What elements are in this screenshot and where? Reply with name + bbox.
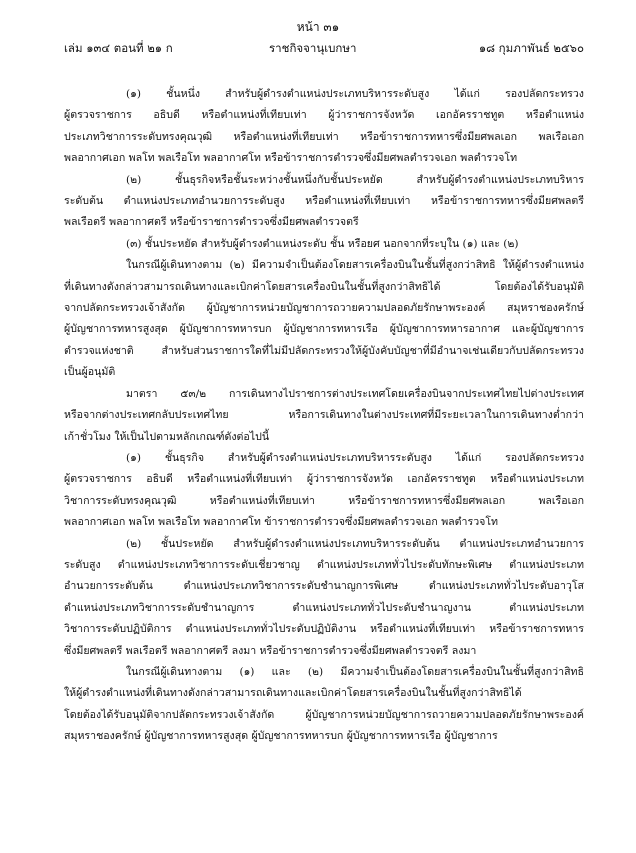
text-line: ผู้ตรวจราชการ อธิบดี หรือตำแหน่งที่เทียบเท่า ผู้ว่าราชการจังหวัด เอกอัครราชทูต หรือตำแหน่ง xyxy=(64,109,584,122)
paragraph xyxy=(64,234,584,255)
text-line: เก้าชั่วโมง ให้เป็นไปตามหลักเกณฑ์ดังต่อไปนี้ xyxy=(64,430,270,443)
text-line: พลเรือตรี พลอากาศตรี หรือข้าราชการตำรวจซึ่งมียศพลตำรวจตรี xyxy=(64,216,359,229)
document-body xyxy=(64,84,584,748)
publication-date: ๑๘ กุมภาพันธ์ ๒๕๖๐ xyxy=(478,41,584,55)
text-line: อำนวยการระดับต้น ตำแหน่งประเภทวิชาการระดับชำนาญการพิเศษ ตำแหน่งประเภททั่วไประดับอาวุโส xyxy=(64,580,584,593)
text-line: ในกรณีผู้เดินทางตาม (๑) และ (๒) มีความจำเป็นต้องโดยสารเครื่องบินในชั้นที่สูงกว่าสิทธิ xyxy=(126,665,584,678)
paragraph xyxy=(64,84,584,170)
text-line: โดยต้องได้รับอนุมัติจากปลัดกระทรวงเจ้าสังกัด ผู้บัญชาการหน่วยบัญชาการถวายความปลอดภัยรักษาพระองค์ xyxy=(64,708,584,721)
paragraph xyxy=(64,448,584,534)
text-line: ระดับต้น ตำแหน่งประเภทอำนวยการระดับสูง หรือตำแหน่งที่เทียบเท่า หรือข้าราชการทหารซึ่งมียศพลตรี xyxy=(64,195,584,208)
publication-name: ราชกิจจานุเบกษา xyxy=(269,41,357,55)
paragraph xyxy=(64,170,584,234)
page-number: หน้า ๓๑ xyxy=(296,20,340,34)
text-line: พลอากาศเอก พลโท พลเรือโท พลอากาศโท ข้าราชการตำรวจซึ่งมียศพลตำรวจเอก พลตำรวจโท xyxy=(64,516,499,529)
paragraph xyxy=(64,384,584,448)
text-line: (๓) ชั้นประหยัด สำหรับผู้ดำรงตำแหน่งระดับ ชั้น หรือยศ นอกจากที่ระบุใน (๑) และ (๒) xyxy=(126,237,519,250)
text-line: ผู้ตรวจราชการ อธิบดี หรือตำแหน่งที่เทียบเท่า ผู้ว่าราชการจังหวัด เอกอัครราชทูต หรือตำแหน่งประเภท xyxy=(64,473,584,486)
paragraph xyxy=(64,534,584,662)
text-line: (๒) ชั้นประหยัด สำหรับผู้ดำรงตำแหน่งประเภทบริหารระดับต้น ตำแหน่งประเภทอำนวยการ xyxy=(126,537,584,550)
text-line: พลอากาศเอก พลโท พลเรือโท พลอากาศโท หรือข้าราชการตำรวจซึ่งมียศพลตำรวจเอก พลตำรวจโท xyxy=(64,152,518,165)
text-line: ซึ่งมียศพลตรี พลเรือตรี พลอากาศตรี ลงมา หรือข้าราชการตำรวจซึ่งมียศพลตำรวจตรี ลงมา xyxy=(64,644,477,657)
text-line: จากปลัดกระทรวงเจ้าสังกัด ผู้บัญชาการหน่วยบัญชาการถวายความปลอดภัยรักษาพระองค์ สมุหราชองครักษ์ xyxy=(64,302,584,315)
text-line: วิชาการระดับปฏิบัติการ ตำแหน่งประเภททั่วไประดับปฏิบัติงาน หรือตำแหน่งที่เทียบเท่า หรือข้าราชการทหาร xyxy=(64,623,584,636)
text-line: มาตรา ๕๓/๒ การเดินทางไปราชการต่างประเทศโดยเครื่องบินจากประเทศไทยไปต่างประเทศ xyxy=(126,387,584,400)
text-line: ในกรณีผู้เดินทางตาม (๒) มีความจำเป็นต้องโดยสารเครื่องบินในชั้นที่สูงกว่าสิทธิ ให้ผู้ดำรงตำแหน่ง xyxy=(126,259,584,272)
text-line: ระดับสูง ตำแหน่งประเภทวิชาการระดับเชี่ยวชาญ ตำแหน่งประเภททั่วไประดับทักษะพิเศษ ตำแหน่งประเภท xyxy=(64,558,584,571)
paragraph xyxy=(64,662,584,748)
text-line: ให้ผู้ดำรงตำแหน่งที่เดินทางดังกล่าวสามารถเดินทางและเบิกค่าโดยสารเครื่องบินในชั้นที่สูงกว่าสิทธิได้ xyxy=(64,687,522,700)
text-line: ตำรวจแห่งชาติ สำหรับส่วนราชการใดที่ไม่มีปลัดกระทรวงให้ผู้บังคับบัญชาที่มีอำนาจเช่นเดียวกับปลัดกระทรวง xyxy=(64,344,584,357)
text-line: เป็นผู้อนุมัติ xyxy=(64,366,116,379)
text-line: วิชาการระดับทรงคุณวุฒิ หรือตำแหน่งที่เทียบเท่า หรือข้าราชการทหารซึ่งมียศพลเอก พลเรือเอก xyxy=(64,494,584,507)
text-line: (๒) ชั้นธุรกิจหรือชั้นระหว่างชั้นหนึ่งกับชั้นประหยัด สำหรับผู้ดำรงตำแหน่งประเภทบริหาร xyxy=(126,173,584,186)
text-line: ผู้บัญชาการทหารสูงสุด ผู้บัญชาการทหารบก ผู้บัญชาการทหารเรือ ผู้บัญชาการทหารอากาศ และผู้บัญชาการ xyxy=(64,323,584,336)
text-line: ตำแหน่งประเภทวิชาการระดับชำนาญการ ตำแหน่งประเภททั่วไประดับชำนาญงาน ตำแหน่งประเภท xyxy=(64,601,584,614)
volume-info: เล่ม ๑๓๔ ตอนที่ ๒๑ ก xyxy=(64,41,173,55)
text-line: ประเภทวิชาการระดับทรงคุณวุฒิ หรือตำแหน่งที่เทียบเท่า หรือข้าราชการทหารซึ่งมียศพลเอก พลเรือเอก xyxy=(64,130,584,143)
page-header xyxy=(64,40,584,56)
paragraph xyxy=(64,255,584,383)
text-line: (๑) ชั้นหนึ่ง สำหรับผู้ดำรงตำแหน่งประเภทบริหารระดับสูง ได้แก่ รองปลัดกระทรวง xyxy=(126,88,584,100)
text-line: สมุหราชองครักษ์ ผู้บัญชาการทหารสูงสุด ผู้บัญชาการทหารบก ผู้บัญชาการทหารเรือ ผู้บัญชาการ xyxy=(64,730,498,743)
text-line: (๑) ชั้นธุรกิจ สำหรับผู้ดำรงตำแหน่งประเภทบริหารระดับสูง ได้แก่ รองปลัดกระทรวง xyxy=(126,451,584,464)
text-line: หรือจากต่างประเทศกลับประเทศไทย หรือการเดินทางในต่างประเทศที่มีระยะเวลาในการเดินทางต่ำกว่า xyxy=(64,409,584,422)
text-line: ที่เดินทางดังกล่าวสามารถเดินทางและเบิกค่าโดยสารเครื่องบินในชั้นที่สูงกว่าสิทธิได้ โดยต้องได้รับอนุมัติ xyxy=(64,280,584,293)
